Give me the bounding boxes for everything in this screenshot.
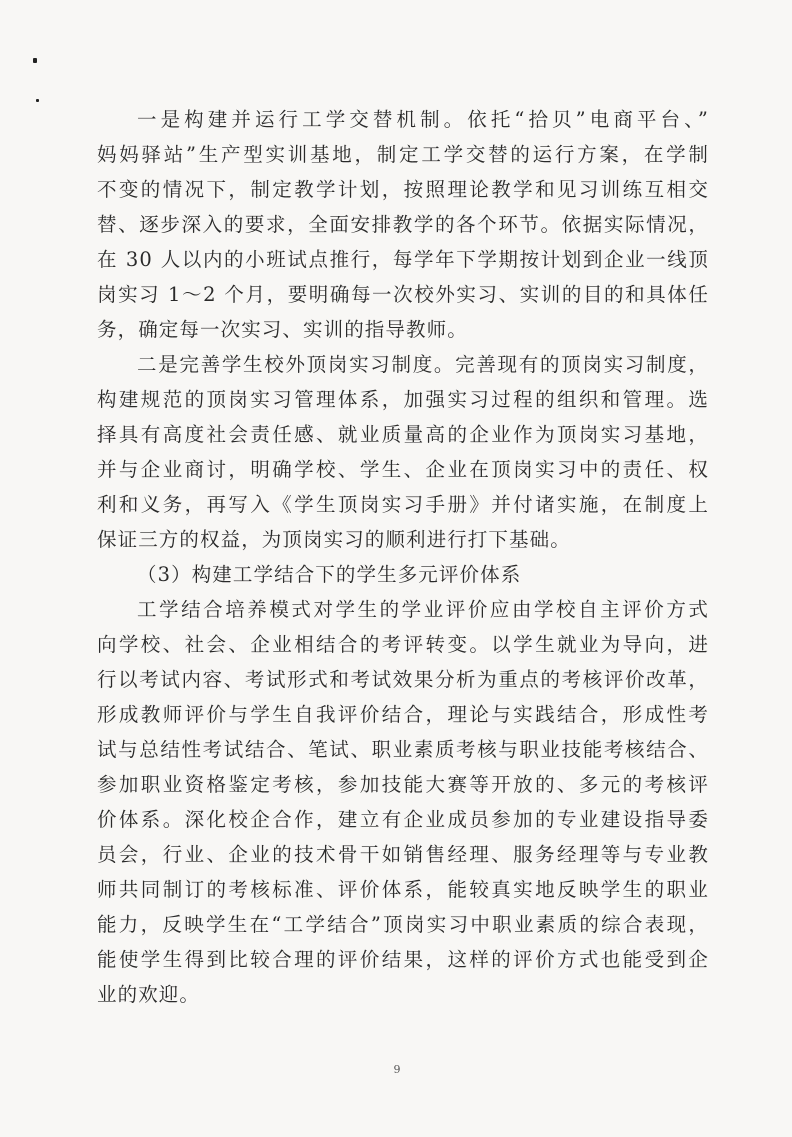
paragraph-line: 能力，反映学生在“工学结合”顶岗实习中职业素质的综合表现， — [97, 913, 709, 936]
paragraph-line: 能使学生得到比较合理的评价结果，这样的评价方式也能受到企 — [97, 948, 709, 971]
paragraph-line: 利和义务，再写入《学生顶岗实习手册》并付诸实施，在制度上 — [97, 493, 709, 516]
body-text — [97, 102, 709, 1012]
paragraph-line: 妈妈驿站”生产型实训基地，制定工学交替的运行方案，在学制 — [97, 143, 709, 166]
paragraph-line: 师共同制订的考核标准、评价体系，能较真实地反映学生的职业 — [97, 878, 709, 901]
paragraph-line: 行以考试内容、考试形式和考试效果分析为重点的考核评价改革， — [97, 668, 709, 691]
paragraph-line: 员会，行业、企业的技术骨干如销售经理、服务经理等与专业教 — [97, 843, 709, 866]
paragraph-line: 工学结合培养模式对学生的学业评价应由学校自主评价方式 — [137, 598, 709, 621]
paragraph-line: 二是完善学生校外顶岗实习制度。完善现有的顶岗实习制度， — [137, 353, 709, 376]
paragraph-line: 替、逐步深入的要求，全面安排教学的各个环节。依据实际情况， — [97, 213, 709, 236]
paragraph-line: 向学校、社会、企业相结合的考评转变。以学生就业为导向，进 — [97, 633, 709, 656]
paragraph-line: 参加职业资格鉴定考核，参加技能大赛等开放的、多元的考核评 — [97, 773, 709, 796]
paragraph-line: 择具有高度社会责任感、就业质量高的企业作为顶岗实习基地， — [97, 423, 709, 446]
paragraph-line: 不变的情况下，制定教学计划，按照理论教学和见习训练互相交 — [97, 178, 709, 201]
section-heading: （3）构建工学结合下的学生多元评价体系 — [137, 563, 522, 586]
paragraph-line: 形成教师评价与学生自我评价结合，理论与实践结合，形成性考 — [97, 703, 709, 726]
paragraph-line: 业的欢迎。 — [97, 983, 201, 1006]
paragraph-line: 价体系。深化校企合作，建立有企业成员参加的专业建设指导委 — [97, 808, 709, 831]
paragraph-line: 一是构建并运行工学交替机制。依托“拾贝”电商平台、” — [137, 108, 709, 131]
paragraph-line: 构建规范的顶岗实习管理体系，加强实习过程的组织和管理。选 — [97, 388, 709, 411]
paragraph-line: 保证三方的权益，为顶岗实习的顺利进行打下基础。 — [97, 528, 571, 551]
paragraph-line: 务，确定每一次实习、实训的指导教师。 — [97, 318, 468, 341]
page-number: 9 — [393, 1063, 401, 1076]
paragraph-line: 并与企业商讨，明确学校、学生、企业在顶岗实习中的责任、权 — [97, 458, 709, 481]
scan-dot-mark — [36, 99, 39, 102]
paragraph-line: 试与总结性考试结合、笔试、职业素质考核与职业技能考核结合、 — [97, 738, 709, 761]
scan-dot-mark — [33, 58, 37, 63]
paragraph-line: 岗实习 1～2 个月，要明确每一次校外实习、实训的目的和具体任 — [97, 283, 709, 306]
paragraph-line: 在 30 人以内的小班试点推行，每学年下学期按计划到企业一线顶 — [97, 248, 709, 271]
